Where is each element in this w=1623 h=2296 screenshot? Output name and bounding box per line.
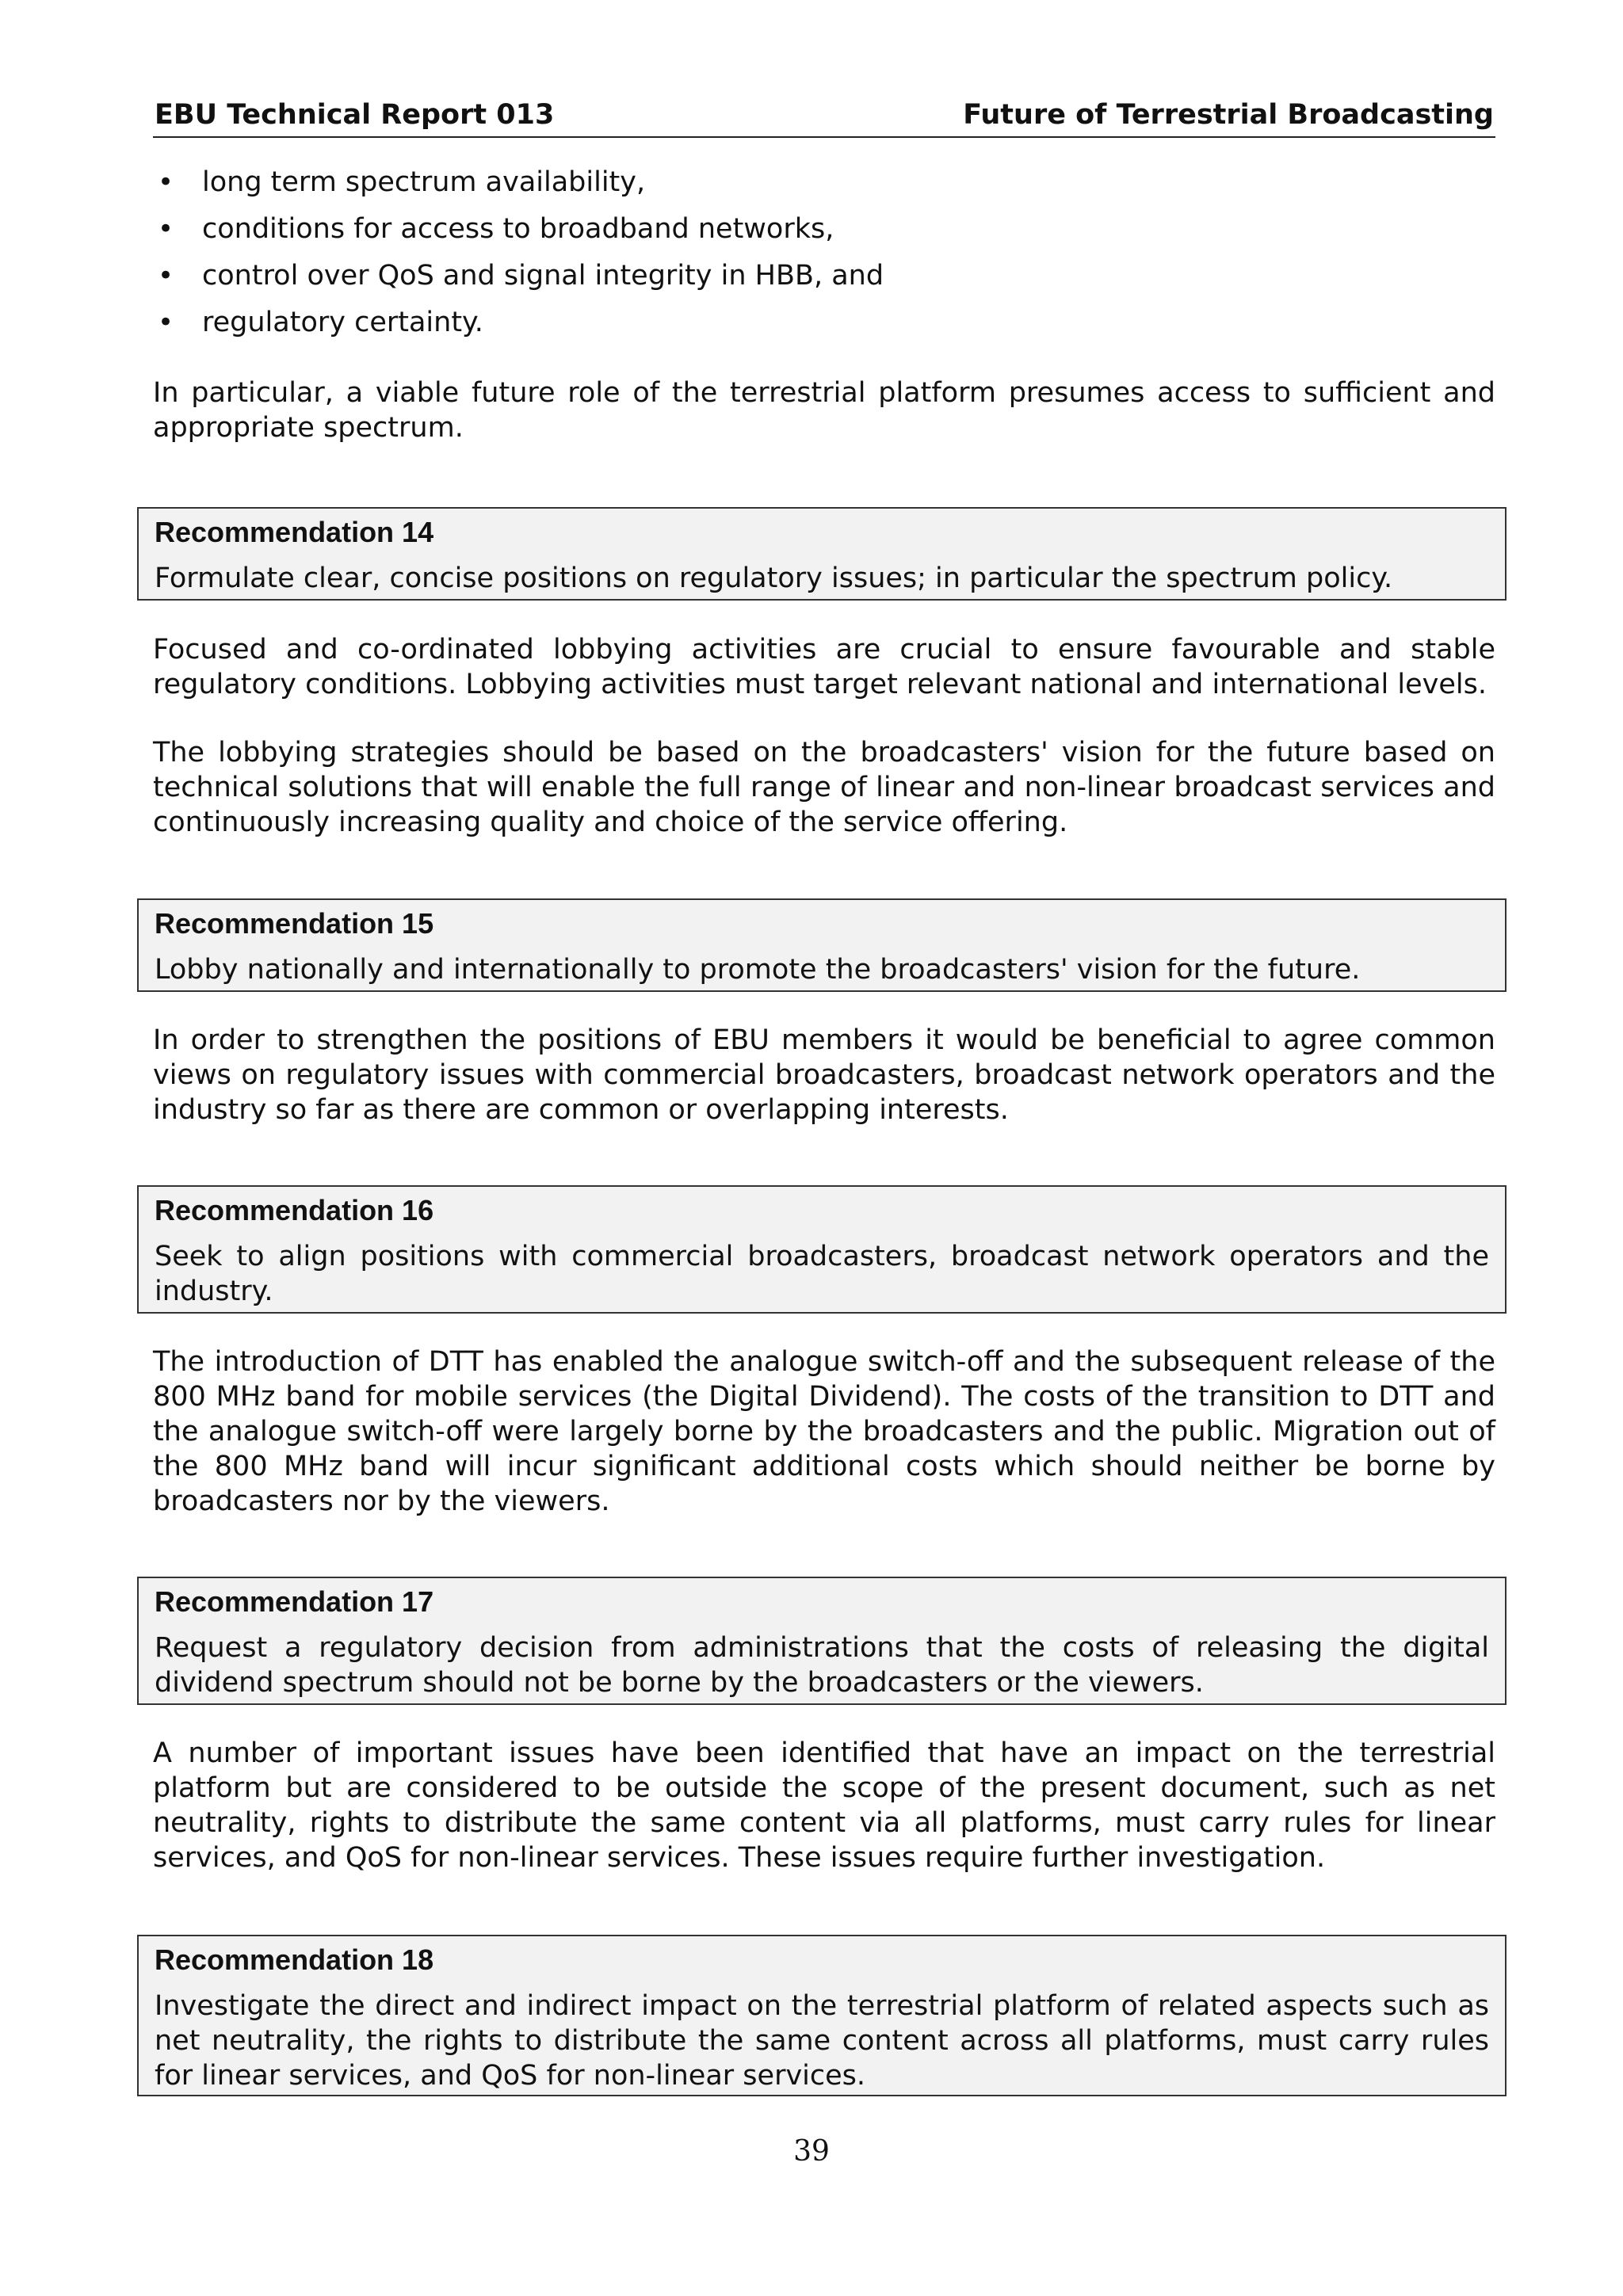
document-title: Future of Terrestrial Broadcasting <box>963 99 1494 131</box>
recommendation-title: Recommendation 14 <box>155 516 434 548</box>
page-header <box>153 93 1495 138</box>
list-item: • conditions for access to broadband networks, <box>153 210 1495 257</box>
recommendation-text: Seek to align positions with commercial broadcasters, broadcast network operators and the industry. <box>155 1241 1489 1307</box>
recommendation-title: Recommendation 18 <box>155 1943 434 1976</box>
list-item: • regulatory certainty. <box>153 303 1495 350</box>
recommendation-text: Formulate clear, concise positions on regulatory issues; in particular the spectrum policy. <box>155 563 1393 594</box>
paragraph: The introduction of DTT has enabled the analogue switch-off and the subsequent release of the 800 MHz band for mobile services (the Digital Dividend). The costs of the transition to DTT and the analogue switch-off were largely borne by the broadcasters and the public. Migration out of the 800 MHz band will incur significant additional costs which should neither be borne by broadcasters nor by the viewers. <box>153 1346 1495 1517</box>
recommendation-box <box>137 1935 1507 2096</box>
paragraph: A number of important issues have been identified that have an impact on the terrestrial platform but are considered to be outside the scope of the present document, such as net neutrality, rights to distribute the same content via all platforms, must carry rules for linear services, and QoS for non-linear services. These issues require further investigation. <box>153 1737 1495 1874</box>
recommendation-box <box>137 507 1507 601</box>
bullet-list <box>153 163 1495 350</box>
report-title: EBU Technical Report 013 <box>155 99 555 131</box>
recommendation-title: Recommendation 15 <box>155 907 434 940</box>
recommendation-text: Request a regulatory decision from administrations that the costs of releasing the digital dividend spectrum should not be borne by the broadcasters or the viewers. <box>155 1632 1489 1699</box>
paragraph: In particular, a viable future role of the terrestrial platform presumes access to sufficient and appropriate spectrum. <box>153 377 1495 444</box>
list-item: • control over QoS and signal integrity in HBB, and <box>153 257 1495 303</box>
recommendation-box <box>137 1577 1507 1705</box>
recommendation-box <box>137 898 1507 992</box>
recommendation-text: Investigate the direct and indirect impact on the terrestrial platform of related aspects such as net neutrality, the rights to distribute the same content across all platforms, must carry rules for linear services, and QoS for non-linear services. <box>155 1990 1489 2092</box>
bullet-icon: • <box>158 166 174 198</box>
paragraph: In order to strengthen the positions of EBU members it would be beneficial to agree common views on regulatory issues with commercial broadcasters, broadcast network operators and the industry so far as there are common or overlapping interests. <box>153 1024 1495 1126</box>
paragraph: Focused and co-ordinated lobbying activities are crucial to ensure favourable and stable regulatory conditions. Lobbying activities must target relevant national and international levels. <box>153 634 1495 700</box>
recommendation-text: Lobby nationally and internationally to promote the broadcasters' vision for the future. <box>155 954 1361 986</box>
recommendation-title: Recommendation 17 <box>155 1585 434 1618</box>
bullet-icon: • <box>158 307 174 338</box>
bullet-icon: • <box>158 260 174 292</box>
bullet-icon: • <box>158 213 174 245</box>
list-item: • long term spectrum availability, <box>153 163 1495 210</box>
recommendation-title: Recommendation 16 <box>155 1194 434 1226</box>
paragraph: The lobbying strategies should be based on the broadcasters' vision for the future based on technical solutions that will enable the full range of linear and non-linear broadcast services and continuously increasing quality and choice of the service offering. <box>153 737 1495 838</box>
page-number: 39 <box>793 2135 830 2168</box>
recommendation-box <box>137 1185 1507 1314</box>
